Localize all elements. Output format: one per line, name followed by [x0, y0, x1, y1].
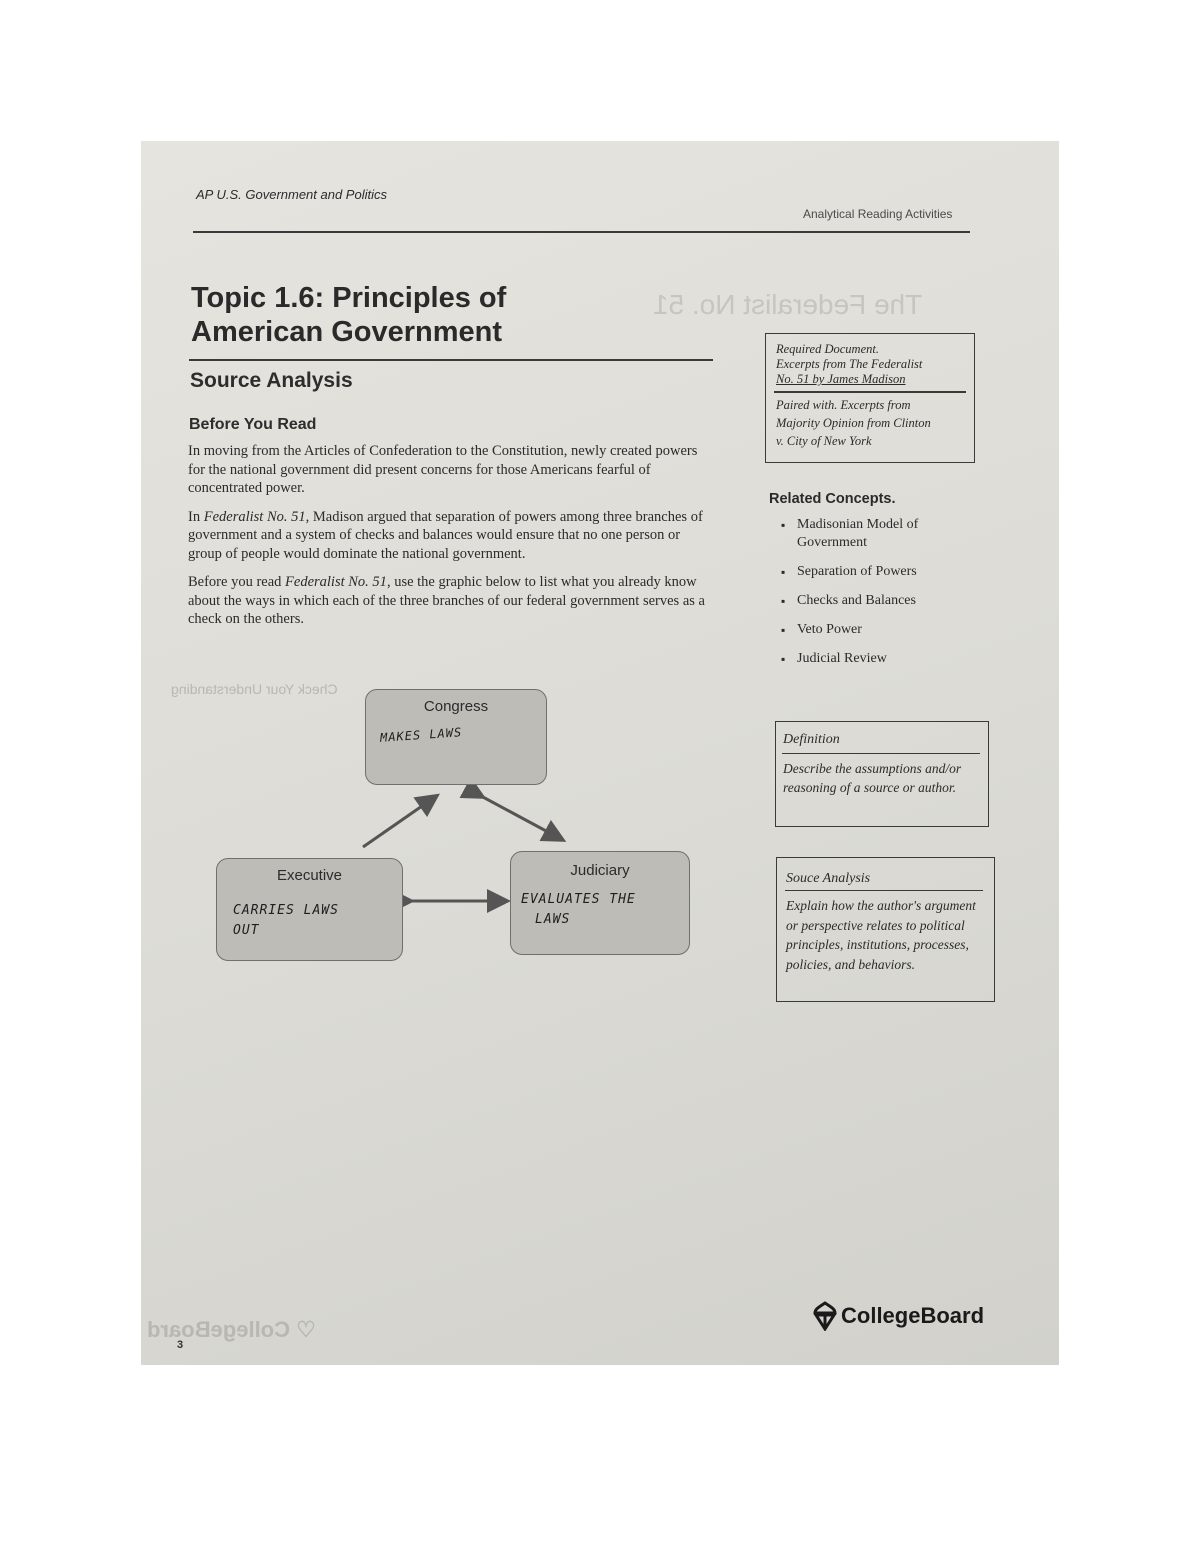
para3-prefix: Before you read: [188, 574, 286, 590]
executive-note-line-1: CARRIES LAWS: [233, 903, 339, 918]
para2-title: Federalist No. 51: [203, 508, 306, 525]
required-doc-line-1: Required Document.: [776, 342, 879, 356]
para2-prefix: In: [188, 508, 204, 525]
title-line-2: American Government: [191, 316, 503, 348]
definition-divider: [782, 753, 980, 754]
related-concepts-heading: Related Concepts.: [769, 491, 896, 507]
judiciary-note-line-2: LAWS: [535, 912, 571, 927]
source-box-divider: [785, 890, 983, 891]
judiciary-box: [510, 851, 690, 955]
ghost-bleed-brand: ♡ CollegeBoard: [147, 1317, 316, 1342]
para3-title: Federalist No. 51: [285, 574, 387, 590]
concept-item: ▪ Checks and Balances: [781, 592, 971, 610]
source-analysis-box: [776, 857, 995, 1002]
executive-note: [233, 901, 339, 941]
arrow-congress-judiciary: [481, 796, 561, 839]
executive-box: [216, 858, 403, 961]
concept-item: ▪ Judicial Review: [781, 650, 971, 668]
required-doc-line-2: Excerpts from The Federalist: [776, 357, 923, 371]
concept-item: ▪ Madisonian Model of Government: [781, 516, 971, 552]
executive-label: Executive: [276, 867, 343, 884]
required-doc-line-3: No. 51 by James Madison: [776, 372, 906, 386]
ghost-bleed-text: Check Your Understanding: [171, 681, 338, 697]
source-box-heading: Souce Analysis: [786, 871, 871, 886]
intro-paragraph-1: In moving from the Articles of Confederation to the Constitution, newly created powers for the national government did present concerns for those Americans fearful of concentrated power.: [188, 443, 698, 496]
source-analysis-heading: Source Analysis: [190, 369, 353, 392]
definition-text: Describe the assumptions and/or reasoning of a source or author.: [783, 761, 962, 795]
congress-note: MAKES LAWS: [379, 725, 463, 745]
page-number: 3: [177, 1339, 184, 1351]
brand-name: CollegeBoard: [841, 1303, 985, 1328]
title-line-1: Topic 1.6: Principles of: [191, 282, 507, 314]
paired-line-1: Paired with. Excerpts from: [776, 398, 911, 412]
section-header: Analytical Reading Activities: [803, 207, 953, 221]
congress-label: Congress: [423, 698, 489, 715]
para3-suffix: , use the graphic below to list what you already know about the ways in which each of the three branches of our federal government serves as a check on the others.: [188, 574, 705, 627]
judiciary-note: [521, 890, 636, 930]
faint-heading: The Federalist No. 51: [653, 289, 923, 320]
paired-line-3: v. City of New York: [776, 434, 872, 448]
source-box-text: Explain how the author's argument or perspective relates to political principles, institutions, processes, policies, and behaviors.: [786, 898, 976, 972]
before-you-read-heading: Before You Read: [189, 416, 317, 433]
concept-item: ▪ Veto Power: [781, 621, 971, 639]
judiciary-label: Judiciary: [570, 862, 630, 879]
para2-suffix: , Madison argued that separation of powers among three branches of government and a system of checks and balances would ensure that no one person or group of people would dominate the national government.: [188, 508, 703, 562]
executive-note-line-2: OUT: [233, 923, 260, 938]
course-header: AP U.S. Government and Politics: [196, 187, 387, 202]
concept-item: ▪ Separation of Powers: [781, 563, 971, 581]
photo-frame: [141, 141, 1059, 1365]
judiciary-note-line-1: EVALUATES THE: [521, 892, 636, 907]
definition-heading: Definition: [783, 732, 840, 747]
paired-line-2: Majority Opinion from Clinton: [776, 416, 931, 430]
acorn-icon: [813, 1301, 837, 1331]
definition-box: [775, 721, 989, 827]
collegeboard-logo: [813, 1301, 984, 1331]
document-page: [141, 141, 1059, 1365]
congress-box: [365, 689, 547, 785]
arrow-executive-congress: [363, 797, 435, 847]
